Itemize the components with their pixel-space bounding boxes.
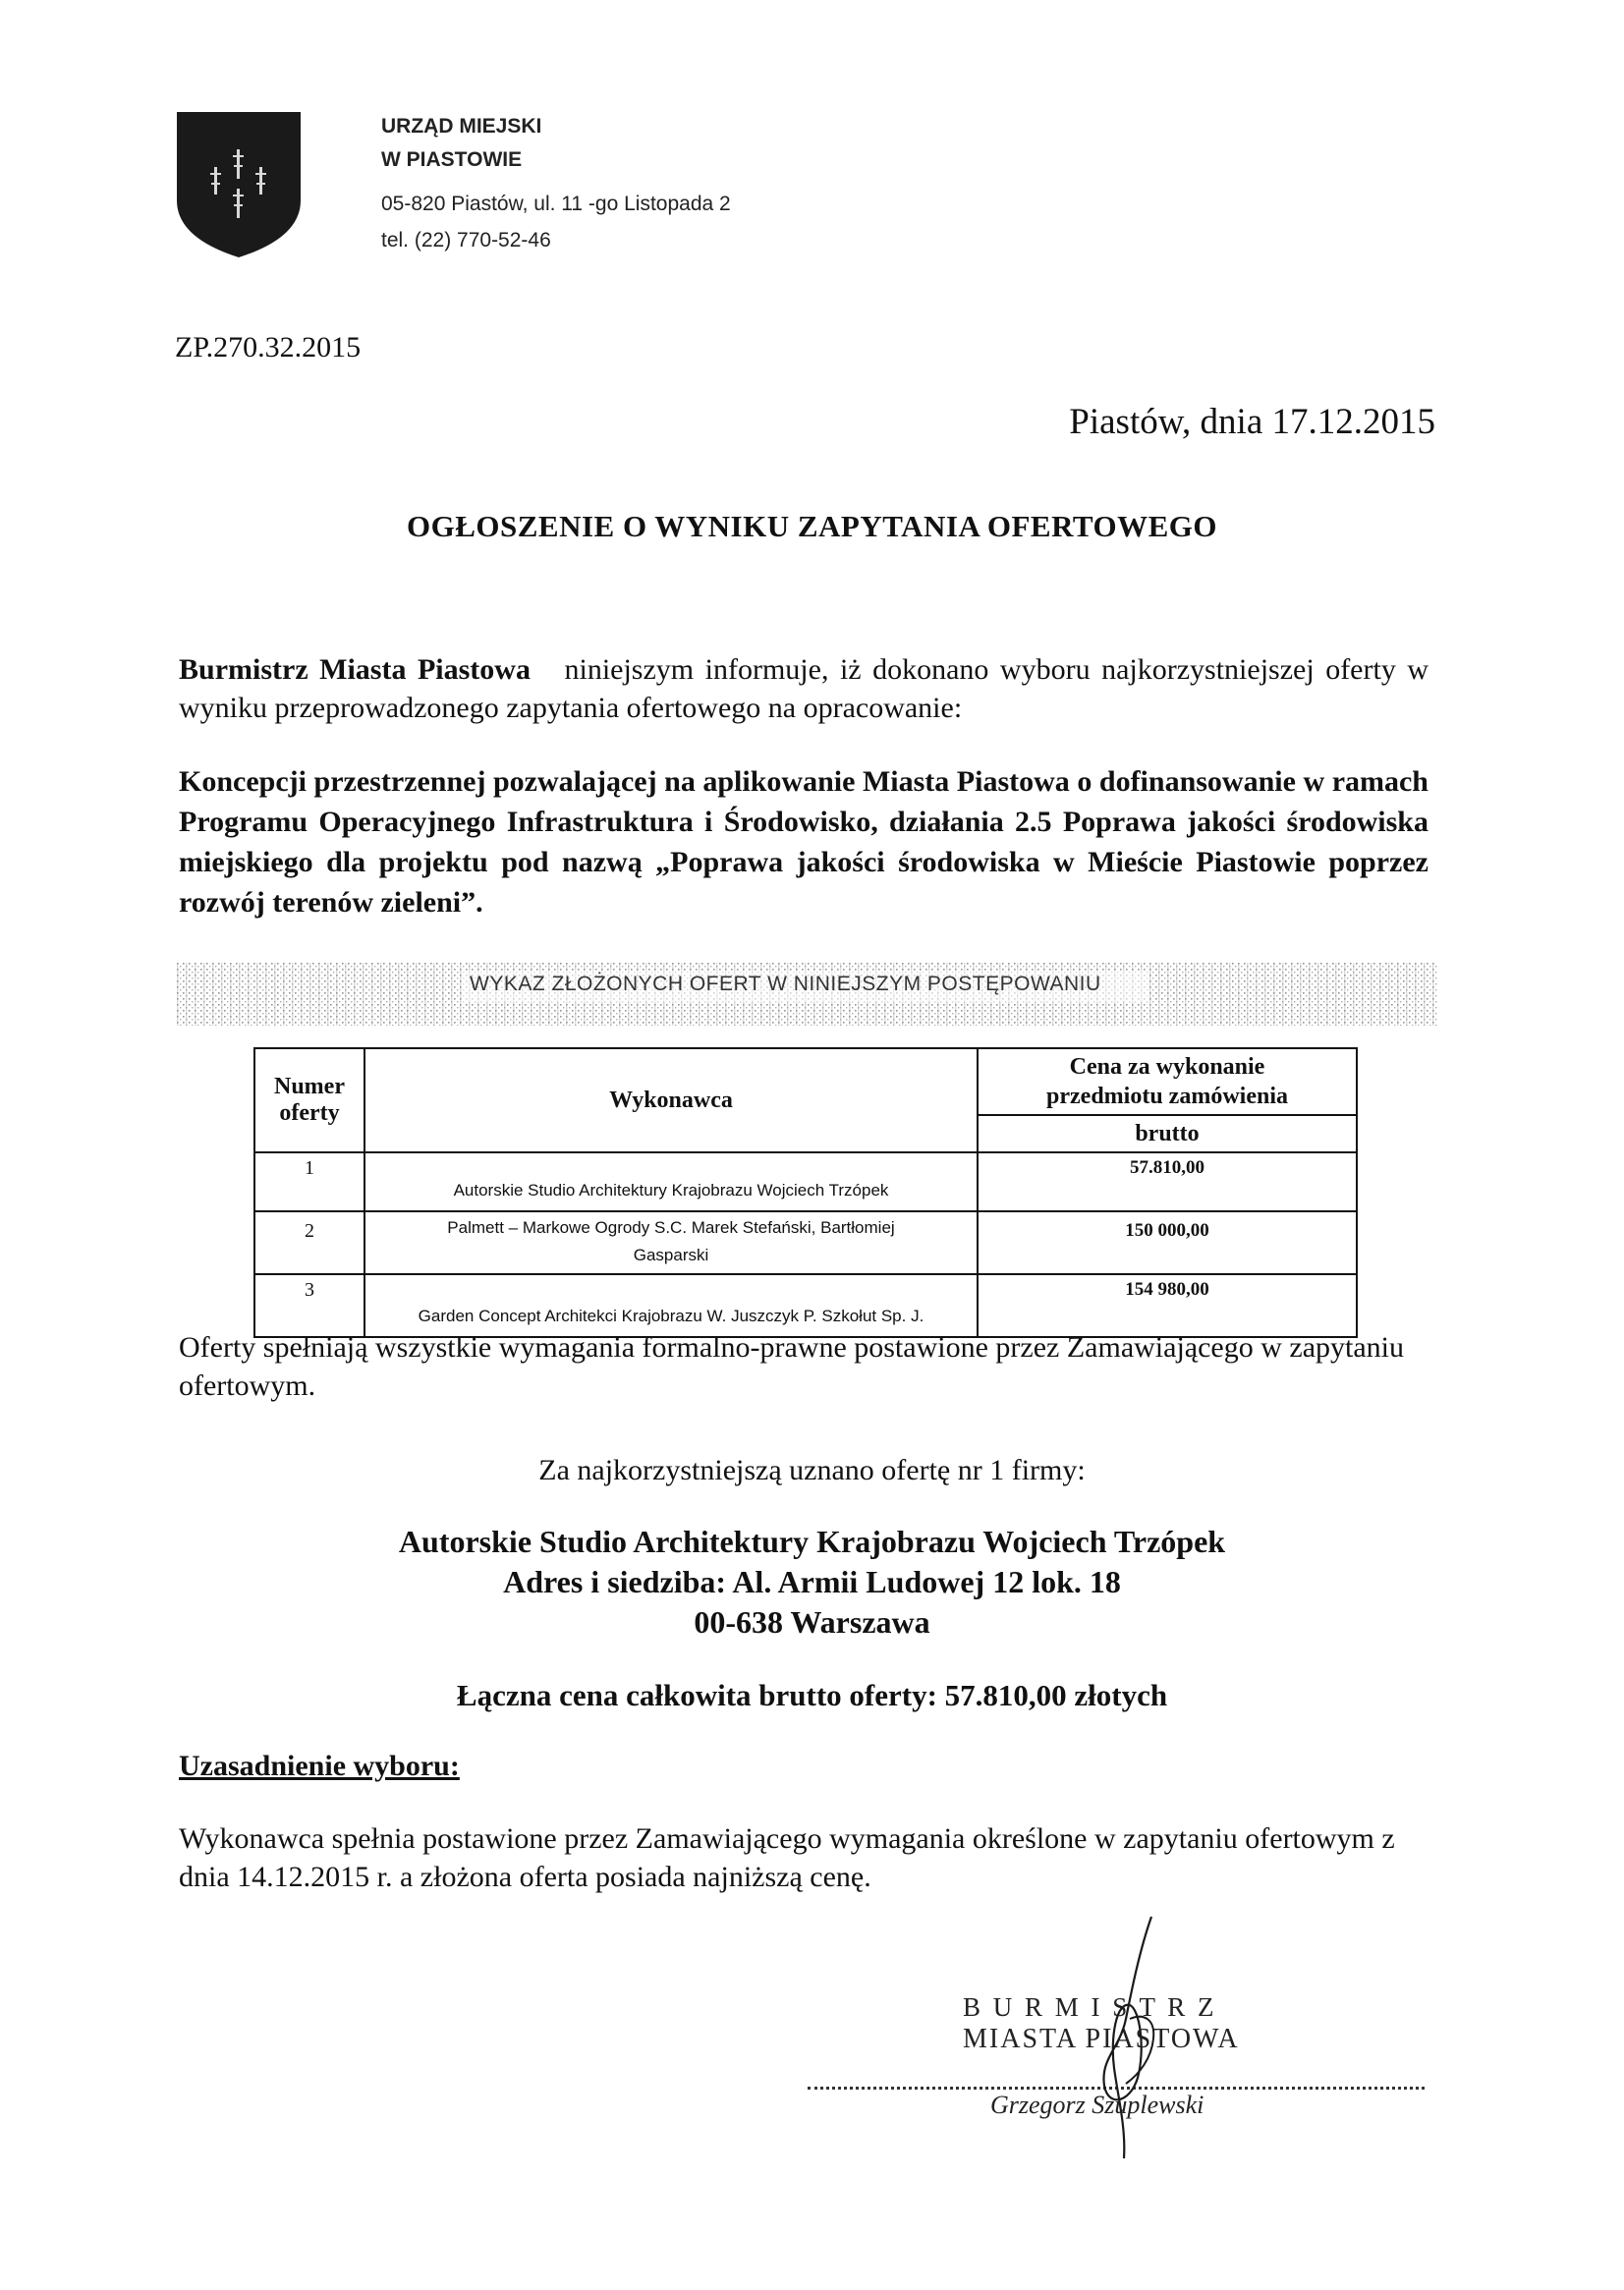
header-price-line2: przedmiotu zamówienia <box>1046 1084 1288 1109</box>
header-price-gross: brutto <box>978 1115 1357 1152</box>
office-phone: tel. (22) 770-52-46 <box>381 229 551 251</box>
office-address: 05-820 Piastów, ul. 11 -go Listopada 2 <box>381 193 731 215</box>
offer-number: 2 <box>254 1211 364 1274</box>
intro-paragraph <box>179 650 1428 727</box>
offers-table <box>253 1047 1358 1338</box>
winner-address: Adres i siedziba: Al. Armii Ludowej 12 lok. 18 <box>503 1564 1121 1599</box>
offer-contractor: Autorskie Studio Architektury Krajobrazu Wojciech Trzópek <box>364 1152 978 1211</box>
stamp-city: MIASTA PIASTOWA <box>963 2024 1240 2054</box>
table-row <box>254 1152 1357 1211</box>
total-price: Łączna cena całkowita brutto oferty: 57.810,00 złotych <box>456 1678 1168 1712</box>
winner-intro: Za najkorzystniejszą uznano ofertę nr 1 firmy: <box>538 1454 1086 1486</box>
winner-city: 00-638 Warszawa <box>694 1604 930 1640</box>
header-contractor: Wykonawca <box>364 1048 978 1152</box>
document-title: OGŁOSZENIE O WYNIKU ZAPYTANIA OFERTOWEGO <box>406 509 1218 543</box>
concept-paragraph: Koncepcji przestrzennej pozwalającej na aplikowanie Miasta Piastowa o dofinansowanie w ramach Programu Operacyjnego Infrastruktura i Środowisko, działania 2.5 Poprawa jakości środowiska miejskiego dla projektu pod nazwą „Poprawa jakości środowiska w Mieście Piastowie poprzez rozwój terenów zieleni”. <box>179 765 1428 919</box>
signatory-name: Grzegorz Szuplewski <box>990 2091 1204 2119</box>
offer-price: 150 000,00 <box>978 1211 1357 1274</box>
requirements-paragraph: Oferty spełniają wszystkie wymagania formalno-prawne postawione przez Zamawiającego w zapytaniu ofertowym. <box>179 1331 1405 1402</box>
table-row <box>254 1211 1357 1274</box>
stamp-title: B U R M I S T R Z <box>963 1992 1217 2022</box>
header-price <box>978 1048 1357 1115</box>
intro-subject: Burmistrz Miasta Piastowa <box>179 653 531 686</box>
handwritten-signature <box>1061 1911 1199 2166</box>
offer-contractor: Palmett – Markowe Ogrody S.C. Marek Stefański, Bartłomiej Gasparski <box>364 1211 978 1274</box>
justification-heading: Uzasadnienie wyboru: <box>179 1750 460 1782</box>
offer-contractor: Garden Concept Architekci Krajobrazu W. Juszczyk P. Szkołut Sp. J. <box>364 1274 978 1337</box>
header-price-line1: Cena za wykonanie <box>1069 1054 1265 1080</box>
offer-number: 1 <box>254 1152 364 1211</box>
coat-of-arms-icon <box>175 110 303 259</box>
table-header-row <box>254 1048 1357 1115</box>
place-date: Piastów, dnia 17.12.2015 <box>1069 402 1435 442</box>
offer-number: 3 <box>254 1274 364 1337</box>
reference-number: ZP.270.32.2015 <box>175 331 362 363</box>
intro-text: niniejszym informuje, iż dokonano wyboru najkorzystniejszej oferty w wyniku przeprowadzonego zapytania ofertowego na opracowanie: <box>179 653 1428 724</box>
offers-banner-title: WYKAZ ZŁOŻONYCH OFERT W NINIEJSZYM POSTĘPOWANIU <box>470 973 1101 995</box>
header-number: Numer oferty <box>254 1048 364 1152</box>
office-city: W PIASTOWIE <box>381 148 523 171</box>
justification-paragraph: Wykonawca spełnia postawione przez Zamawiającego wymagania określone w zapytaniu ofertowym z dnia 14.12.2015 r. a złożona oferta posiada najniższą cenę. <box>179 1822 1395 1893</box>
offer-price: 57.810,00 <box>978 1152 1357 1211</box>
office-name: URZĄD MIEJSKI <box>381 115 542 138</box>
winner-name: Autorskie Studio Architektury Krajobrazu Wojciech Trzópek <box>398 1524 1226 1559</box>
offer-price: 154 980,00 <box>978 1274 1357 1337</box>
